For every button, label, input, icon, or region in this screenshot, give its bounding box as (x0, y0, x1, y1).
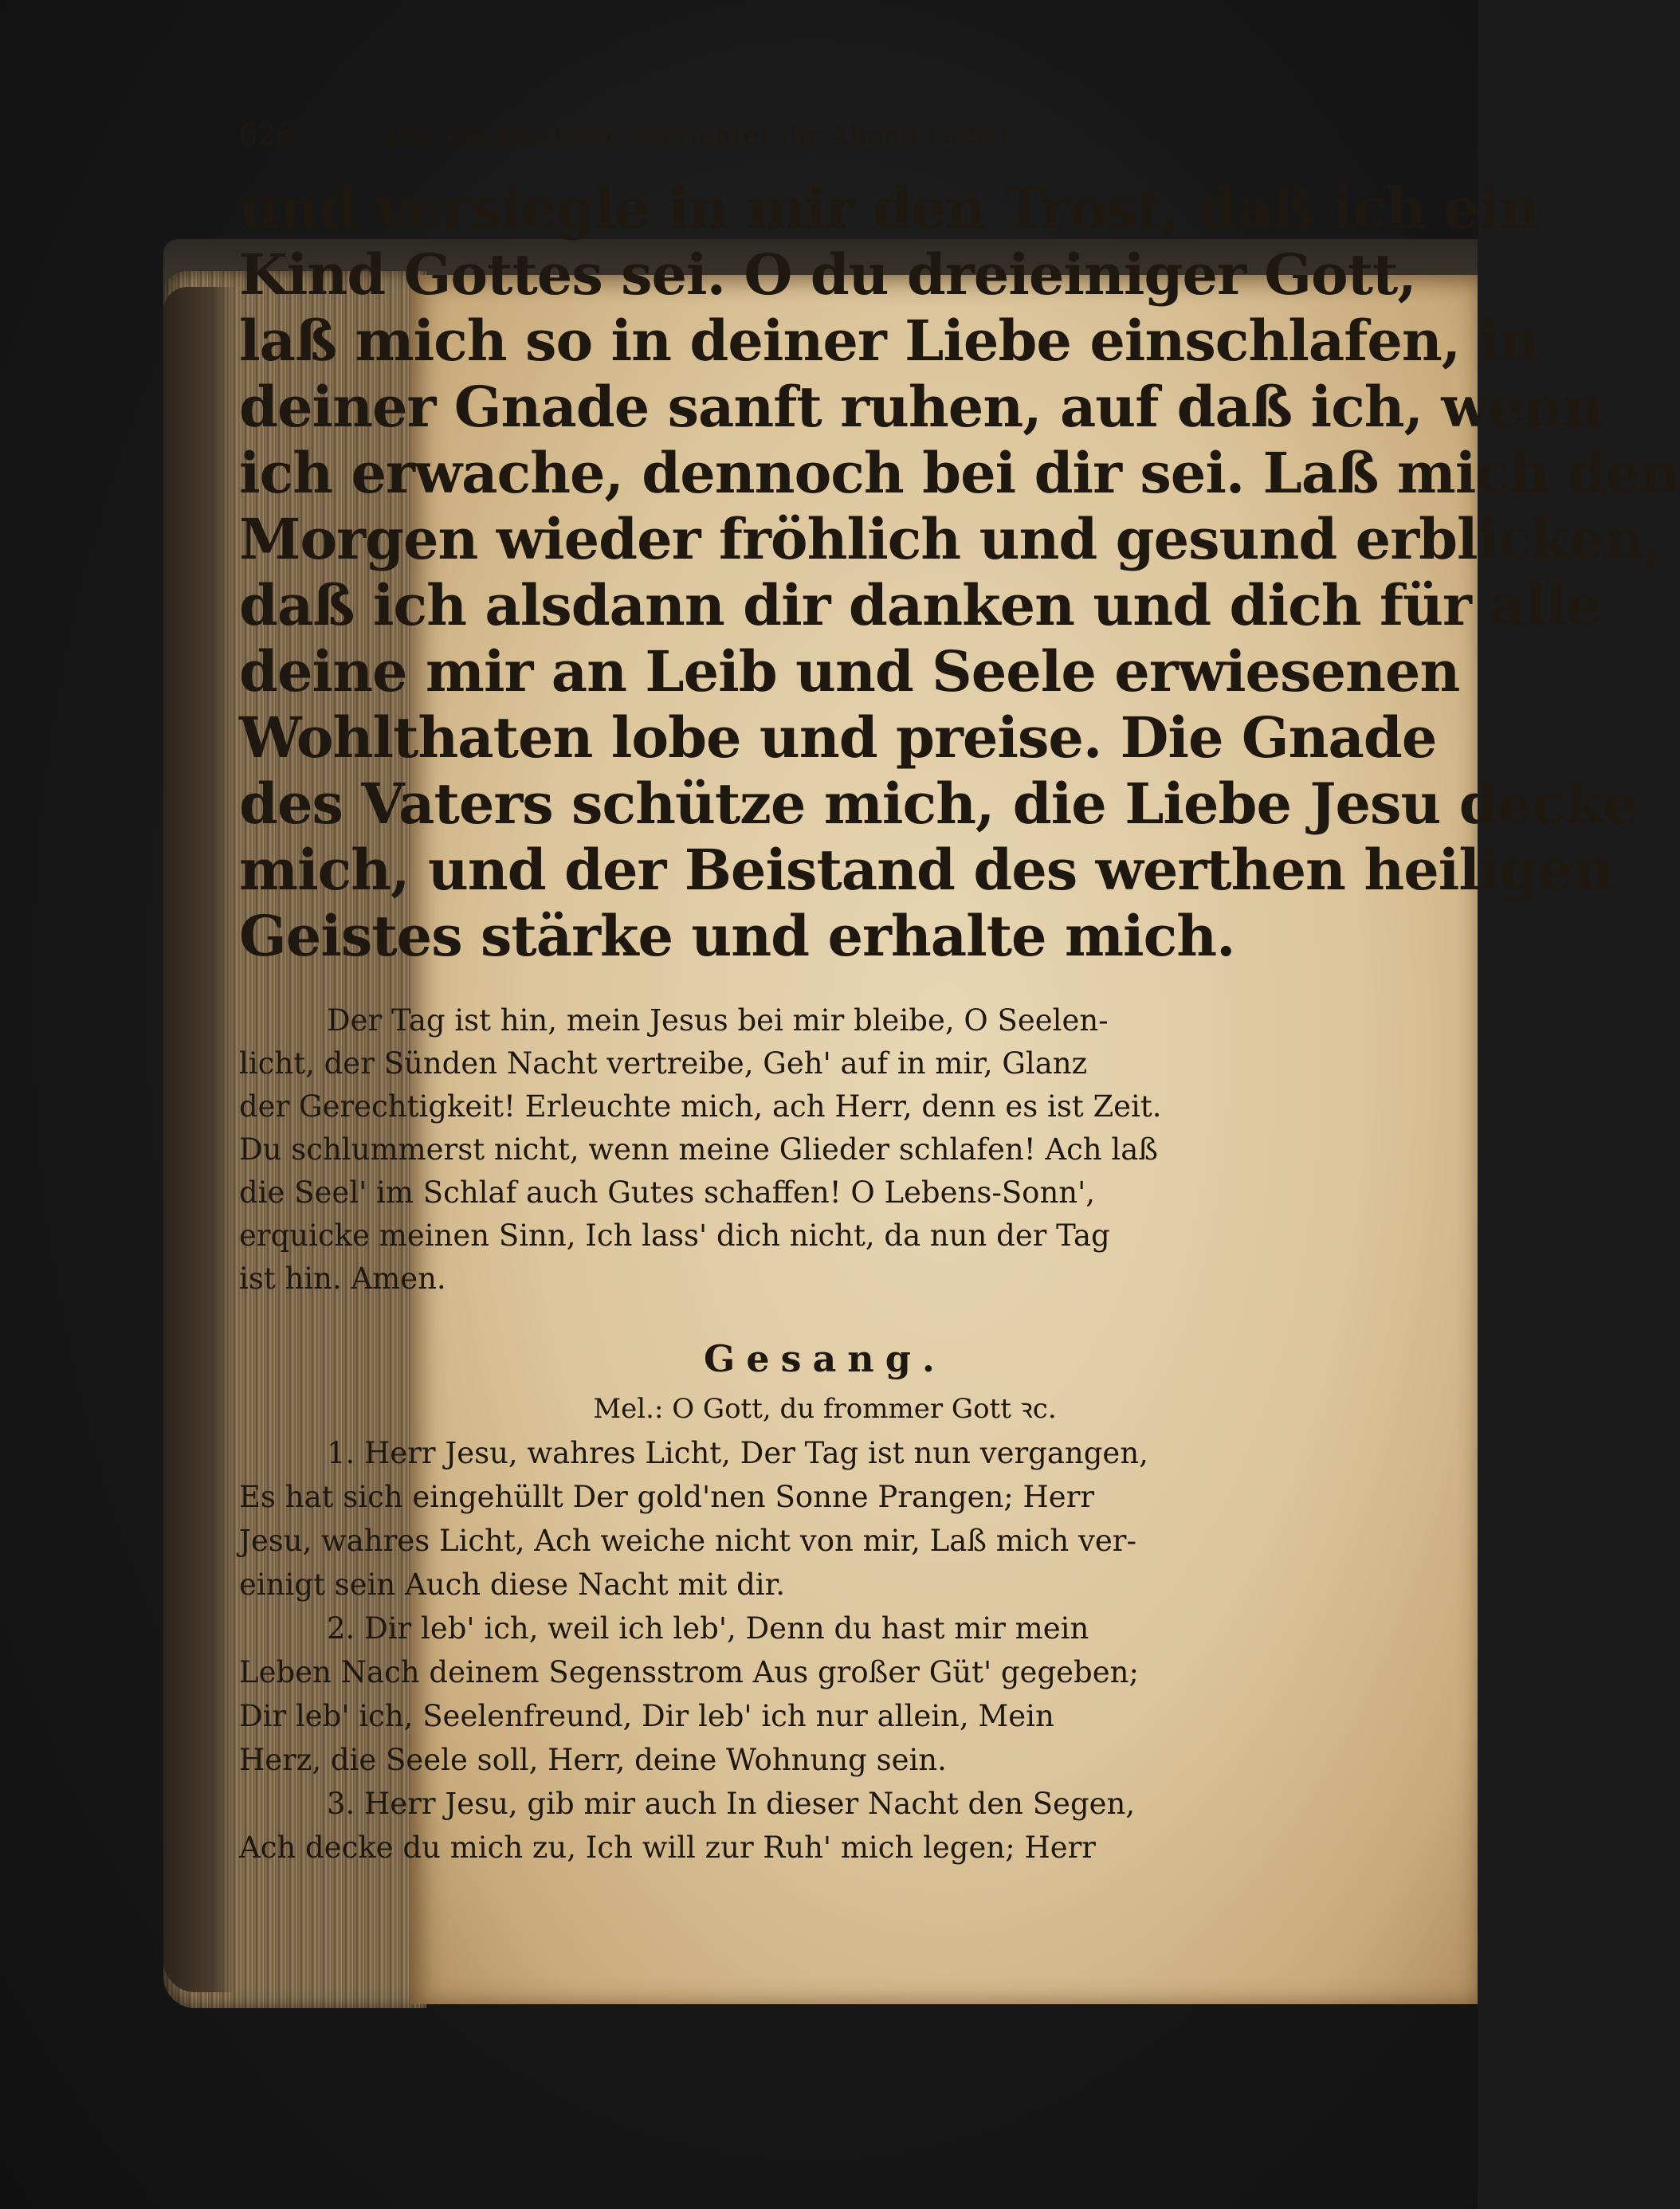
running-head: Die Kindbetterin verrichtet ihr Abend-Gebet. (387, 120, 1022, 151)
stanza-line: 2. Dir leb' ich, weil ich leb', Denn du hast mir mein (327, 1611, 1089, 1646)
stanza-line: Ach decke du mich zu, Ich will zur Ruh' mich legen; Herr (239, 1830, 1096, 1865)
prayer-line: Wohlthaten lobe und preise. Die Gnade (239, 704, 1437, 771)
prayer-line: mich, und der Beistand des werthen heiligen (239, 837, 1612, 903)
verse-line: die Seel' im Schlaf auch Gutes schaffen! O Lebens-Sonn', (239, 1175, 1096, 1210)
prayer-text (239, 175, 1680, 969)
prayer-line: laß mich so in deiner Liebe einschlafen, in (239, 308, 1539, 374)
song-title: Gesang. (704, 1337, 946, 1380)
page-header (239, 120, 1411, 175)
prayer-line: deine mir an Leib und Seele erwiesenen (239, 638, 1460, 704)
prayer-line: deiner Gnade sanft ruhen, auf daß ich, wenn (239, 374, 1603, 440)
prayer-line: und versiegle in mir den Trost, daß ich ein (239, 175, 1540, 241)
stanza-line: Herz, die Seele soll, Herr, deine Wohnung sein. (239, 1743, 947, 1777)
prayer-line: Geistes stärke und erhalte mich. (239, 903, 1235, 969)
verse-line: erquicke meinen Sinn, Ich lass' dich nicht, da nun der Tag (239, 1218, 1110, 1253)
stanza-line: Jesu, wahres Licht, Ach weiche nicht von mir, Laß mich ver- (239, 1524, 1136, 1558)
page-number: 626 (239, 120, 294, 152)
stanza-line: Leben Nach deinem Segensstrom Aus großer Güt' gegeben; (239, 1655, 1139, 1689)
verse-line: ist hin. Amen. (239, 1261, 446, 1296)
song-melody: Mel.: O Gott, du frommer Gott ꝛc. (593, 1393, 1057, 1425)
prayer-line: ich erwache, dennoch bei dir sei. Laß mich den (239, 440, 1680, 506)
stanza-line: Dir leb' ich, Seelenfreund, Dir leb' ich nur allein, Mein (239, 1699, 1054, 1733)
prayer-line: Kind Gottes sei. O du dreieiniger Gott, (239, 241, 1416, 308)
verse-line: Du schlummerst nicht, wenn meine Glieder schlafen! Ach laß (239, 1132, 1158, 1167)
prayer-line: daß ich alsdann dir danken und dich für alle (239, 572, 1601, 638)
page-edges-shadow (163, 287, 235, 1992)
verse-line: der Gerechtigkeit! Erleuchte mich, ach Herr, denn es ist Zeit. (239, 1089, 1162, 1124)
verse-line: licht, der Sünden Nacht vertreibe, Geh' auf in mir, Glanz (239, 1046, 1088, 1081)
prayer-line: des Vaters schütze mich, die Liebe Jesu decke (239, 771, 1638, 837)
verse-text (239, 999, 1411, 1301)
prayer-line: Morgen wieder fröhlich und gesund erblicken, (239, 506, 1662, 572)
page-content (239, 120, 1680, 1870)
stanza-line: einigt sein Auch diese Nacht mit dir. (239, 1567, 786, 1602)
stanza-line: 1. Herr Jesu, wahres Licht, Der Tag ist nun vergangen, (327, 1436, 1148, 1470)
stanza-line: Es hat sich eingehüllt Der gold'nen Sonne Prangen; Herr (239, 1480, 1095, 1514)
verse-line: Der Tag ist hin, mein Jesus bei mir bleibe, O Seelen- (327, 1003, 1109, 1038)
stanza-line: 3. Herr Jesu, gib mir auch In dieser Nacht den Segen, (327, 1787, 1136, 1821)
song-stanzas (239, 1431, 1411, 1870)
